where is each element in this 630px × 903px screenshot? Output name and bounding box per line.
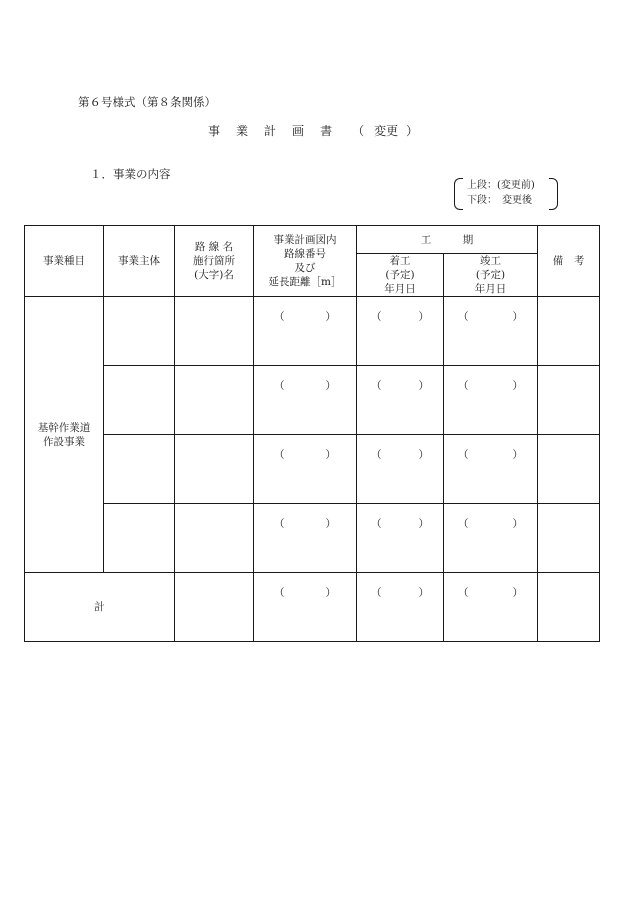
route-name-cell xyxy=(175,504,254,573)
paren-close: ） xyxy=(512,518,523,530)
document-title xyxy=(208,122,418,139)
title-char: 書 xyxy=(320,124,333,138)
entity-cell xyxy=(104,366,175,435)
route-name-cell xyxy=(175,573,254,642)
remarks-cell xyxy=(538,366,600,435)
section-heading: １．事業の内容 xyxy=(90,167,171,181)
header-route-number-line: 事業計画図内 xyxy=(273,234,337,246)
paren-open: （ xyxy=(458,518,469,530)
start-date-cell xyxy=(357,573,444,642)
header-remarks: 備 考 xyxy=(538,226,600,297)
title-change: 変更 xyxy=(374,124,399,138)
header-row xyxy=(25,226,600,254)
paren-close: ） xyxy=(418,587,429,599)
table-row xyxy=(25,435,600,504)
paren-open: （ xyxy=(458,587,469,599)
paren-close: ） xyxy=(512,587,523,599)
paren-close: ） xyxy=(325,449,336,461)
route-number-cell xyxy=(254,573,357,642)
end-date-cell xyxy=(444,573,538,642)
end-date-cell xyxy=(444,366,538,435)
header-start-line: (予定) xyxy=(385,269,415,281)
title-char: 画 xyxy=(292,124,305,138)
paren-open: （ xyxy=(274,587,285,599)
header-route-name-line: 施行箇所 xyxy=(193,255,235,267)
paren-open: （ xyxy=(371,380,382,392)
table-row xyxy=(25,504,600,573)
paren-close: ） xyxy=(418,518,429,530)
total-label: 計 xyxy=(25,573,175,642)
header-route-name xyxy=(175,226,254,297)
title-char: 計 xyxy=(264,124,277,138)
header-start xyxy=(357,254,444,297)
paren-close: ） xyxy=(325,311,336,323)
legend-bracket-left xyxy=(454,178,463,210)
paren-open: （ xyxy=(274,311,285,323)
paren-open: （ xyxy=(371,449,382,461)
start-date-cell xyxy=(357,504,444,573)
paren-open: （ xyxy=(371,518,382,530)
paren-close: ） xyxy=(325,380,336,392)
route-name-cell xyxy=(175,366,254,435)
header-period: 工 期 xyxy=(357,226,538,254)
plan-table xyxy=(24,225,600,642)
category-line: 基幹作業道 xyxy=(37,421,91,434)
header-route-number-line: 路線番号 xyxy=(284,248,326,260)
paren-open: （ xyxy=(371,311,382,323)
paren-open: （ xyxy=(458,311,469,323)
paren-close: ） xyxy=(512,311,523,323)
title-paren-open: （ xyxy=(352,124,365,138)
header-end-line: 竣工 xyxy=(480,255,501,267)
paren-close: ） xyxy=(512,449,523,461)
header-end-line: 年月日 xyxy=(474,283,507,295)
remarks-cell xyxy=(538,435,600,504)
paren-close: ） xyxy=(418,380,429,392)
category-line: 作設事業 xyxy=(43,435,85,448)
paren-open: （ xyxy=(274,518,285,530)
entity-cell xyxy=(104,504,175,573)
header-entity: 事業主体 xyxy=(104,226,175,297)
category-cell xyxy=(25,297,104,573)
title-char: 業 xyxy=(236,124,249,138)
paren-open: （ xyxy=(274,380,285,392)
header-route-number xyxy=(254,226,357,297)
remarks-cell xyxy=(538,297,600,366)
route-number-cell xyxy=(254,297,357,366)
route-name-cell xyxy=(175,297,254,366)
paren-open: （ xyxy=(371,587,382,599)
start-date-cell xyxy=(357,297,444,366)
route-number-cell xyxy=(254,504,357,573)
end-date-cell xyxy=(444,435,538,504)
total-row xyxy=(25,573,600,642)
paren-open: （ xyxy=(458,449,469,461)
header-start-line: 年月日 xyxy=(384,283,416,295)
header-route-number-line: 及び xyxy=(294,262,316,274)
title-paren-close: ） xyxy=(406,124,419,138)
start-date-cell xyxy=(357,366,444,435)
remarks-cell xyxy=(538,573,600,642)
header-route-number-line: 延長距離［m］ xyxy=(268,276,342,288)
header-route-name-line: (大字)名 xyxy=(194,269,234,281)
form-number: 第６号様式（第８条関係） xyxy=(78,95,216,109)
paren-open: （ xyxy=(274,449,285,461)
start-date-cell xyxy=(357,435,444,504)
entity-cell xyxy=(104,297,175,366)
table-row xyxy=(25,366,600,435)
header-end-line: (予定) xyxy=(475,269,506,281)
route-number-cell xyxy=(254,366,357,435)
legend-line-before: 上段：(変更前) xyxy=(467,180,535,191)
title-char: 事 xyxy=(208,124,221,138)
remarks-cell xyxy=(538,504,600,573)
header-category: 事業種目 xyxy=(25,226,104,297)
paren-close: ） xyxy=(325,587,336,599)
paren-close: ） xyxy=(418,311,429,323)
header-start-line: 着工 xyxy=(389,255,411,267)
end-date-cell xyxy=(444,297,538,366)
paren-close: ） xyxy=(418,449,429,461)
paren-close: ） xyxy=(512,380,523,392)
header-route-name-line: 路 線 名 xyxy=(194,241,234,253)
header-end xyxy=(444,254,538,297)
legend-box xyxy=(454,178,558,210)
route-number-cell xyxy=(254,435,357,504)
route-name-cell xyxy=(175,435,254,504)
table-row xyxy=(25,297,600,366)
entity-cell xyxy=(104,435,175,504)
end-date-cell xyxy=(444,504,538,573)
paren-open: （ xyxy=(458,380,469,392)
paren-close: ） xyxy=(325,518,336,530)
legend-bracket-right xyxy=(549,178,558,210)
legend-line-after: 下段： 変更後 xyxy=(467,195,532,206)
